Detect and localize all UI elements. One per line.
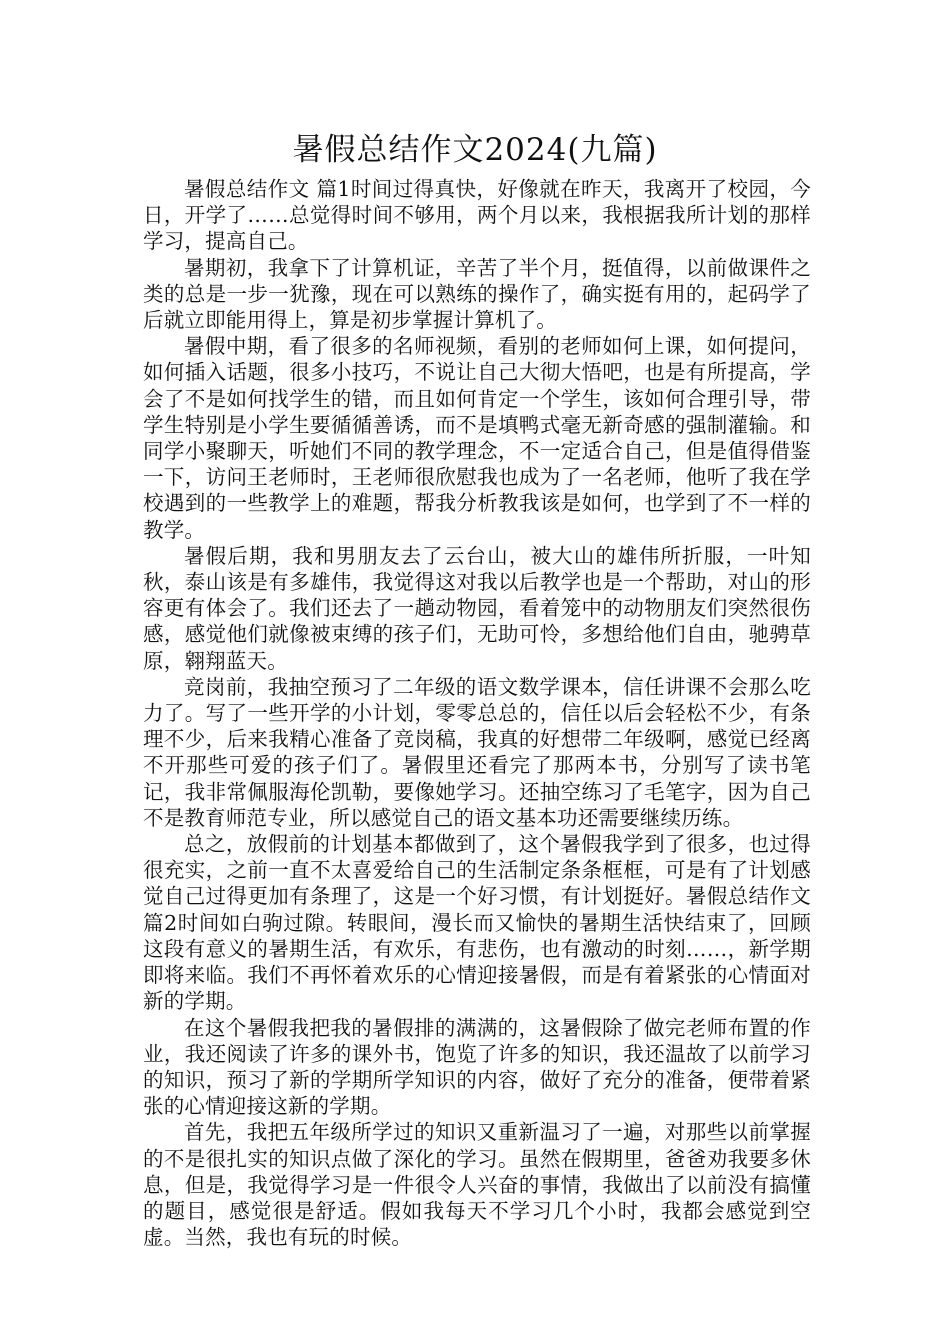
paragraph: 竞岗前，我抽空预习了二年级的语文数学课本，信任讲课不会那么吃力了。写了一些开学的小计划，零零总总的，信任以后会轻松不少，有条理不少，后来我精心准备了竞岗稿，我真的好想带二年级啊，感觉已经离不开那些可爱的孩子们了。暑假里还看完了那两本书，分别写了读书笔记，我非常佩服海伦凯勒，要像她学习。还抽空练习了毛笔字，因为自己不是教育师范专业，所以感觉自己的语文基本功还需要继续历练。 (143, 674, 811, 830)
paragraph: 暑假中期，看了很多的名师视频，看别的老师如何上课，如何提问，如何插入话题，很多小技巧，不说让自己大彻大悟吧，也是有所提高，学会了不是如何找学生的错，而且如何肯定一个学生，该如何合理引导，带学生特别是小学生要循循善诱，而不是填鸭式毫无新奇感的强制灌输。和同学小聚聊天，听她们不同的教学理念，不一定适合自己，但是值得借鉴一下，访问王老师时，王老师很欣慰我也成为了一名老师，他听了我在学校遇到的一些教学上的难题，帮我分析教我该是如何，也学到了不一样的教学。 (143, 334, 811, 542)
paragraph: 首先，我把五年级所学过的知识又重新温习了一遍，对那些以前掌握的不是很扎实的知识点做了深化的学习。虽然在假期里，爸爸劝我要多休息，但是，我觉得学习是一件很令人兴奋的事情，我做出了以前没有搞懂的题目，感觉很是舒适。假如我每天不学习几个小时，我都会感觉到空虚。当然，我也有玩的时候。 (143, 1120, 811, 1250)
document-body (143, 176, 811, 1250)
paragraph: 在这个暑假我把我的暑假排的满满的，这暑假除了做完老师布置的作业，我还阅读了许多的课外书，饱览了许多的知识，我还温故了以前学习的知识，预习了新的学期所学知识的内容，做好了充分的准备，便带着紧张的心情迎接这新的学期。 (143, 1015, 811, 1119)
paragraph: 暑期初，我拿下了计算机证，辛苦了半个月，挺值得，以前做课件之类的总是一步一犹豫，现在可以熟练的操作了，确实挺有用的，起码学了后就立即能用得上，算是初步掌握计算机了。 (143, 255, 811, 333)
paragraph: 暑假总结作文 篇1时间过得真快，好像就在昨天，我离开了校园，今日，开学了……总觉得时间不够用，两个月以来，我根据我所计划的那样学习，提高自己。 (143, 177, 811, 254)
paragraph: 总之，放假前的计划基本都做到了，这个暑假我学到了很多，也过得很充实，之前一直不太喜爱给自己的生活制定条条框框，可是有了计划感觉自己过得更加有条理了，这是一个好习惯，有计划挺好。暑假总结作文 篇2时间如白驹过隙。转眼间，漫长而又愉快的暑期生活快结束了，回顾这段有意义的暑期生活，有欢乐，有悲伤，也有激动的时刻……，新学期即将来临。我们不再怀着欢乐的心情迎接暑假，而是有着紧张的心情面对新的学期。 (143, 832, 811, 1014)
document-title: 暑假总结作文2024(九篇) (292, 132, 658, 168)
paragraph: 暑假后期，我和男朋友去了云台山，被大山的雄伟所折服，一叶知秋，泰山该是有多雄伟，我觉得这对我以后教学也是一个帮助，对山的形容更有体会了。我们还去了一趟动物园，看着笼中的动物朋友们突然很伤感，感觉他们就像被束缚的孩子们，无助可怜，多想给他们自由，驰骋草原，翱翔蓝天。 (143, 543, 811, 673)
